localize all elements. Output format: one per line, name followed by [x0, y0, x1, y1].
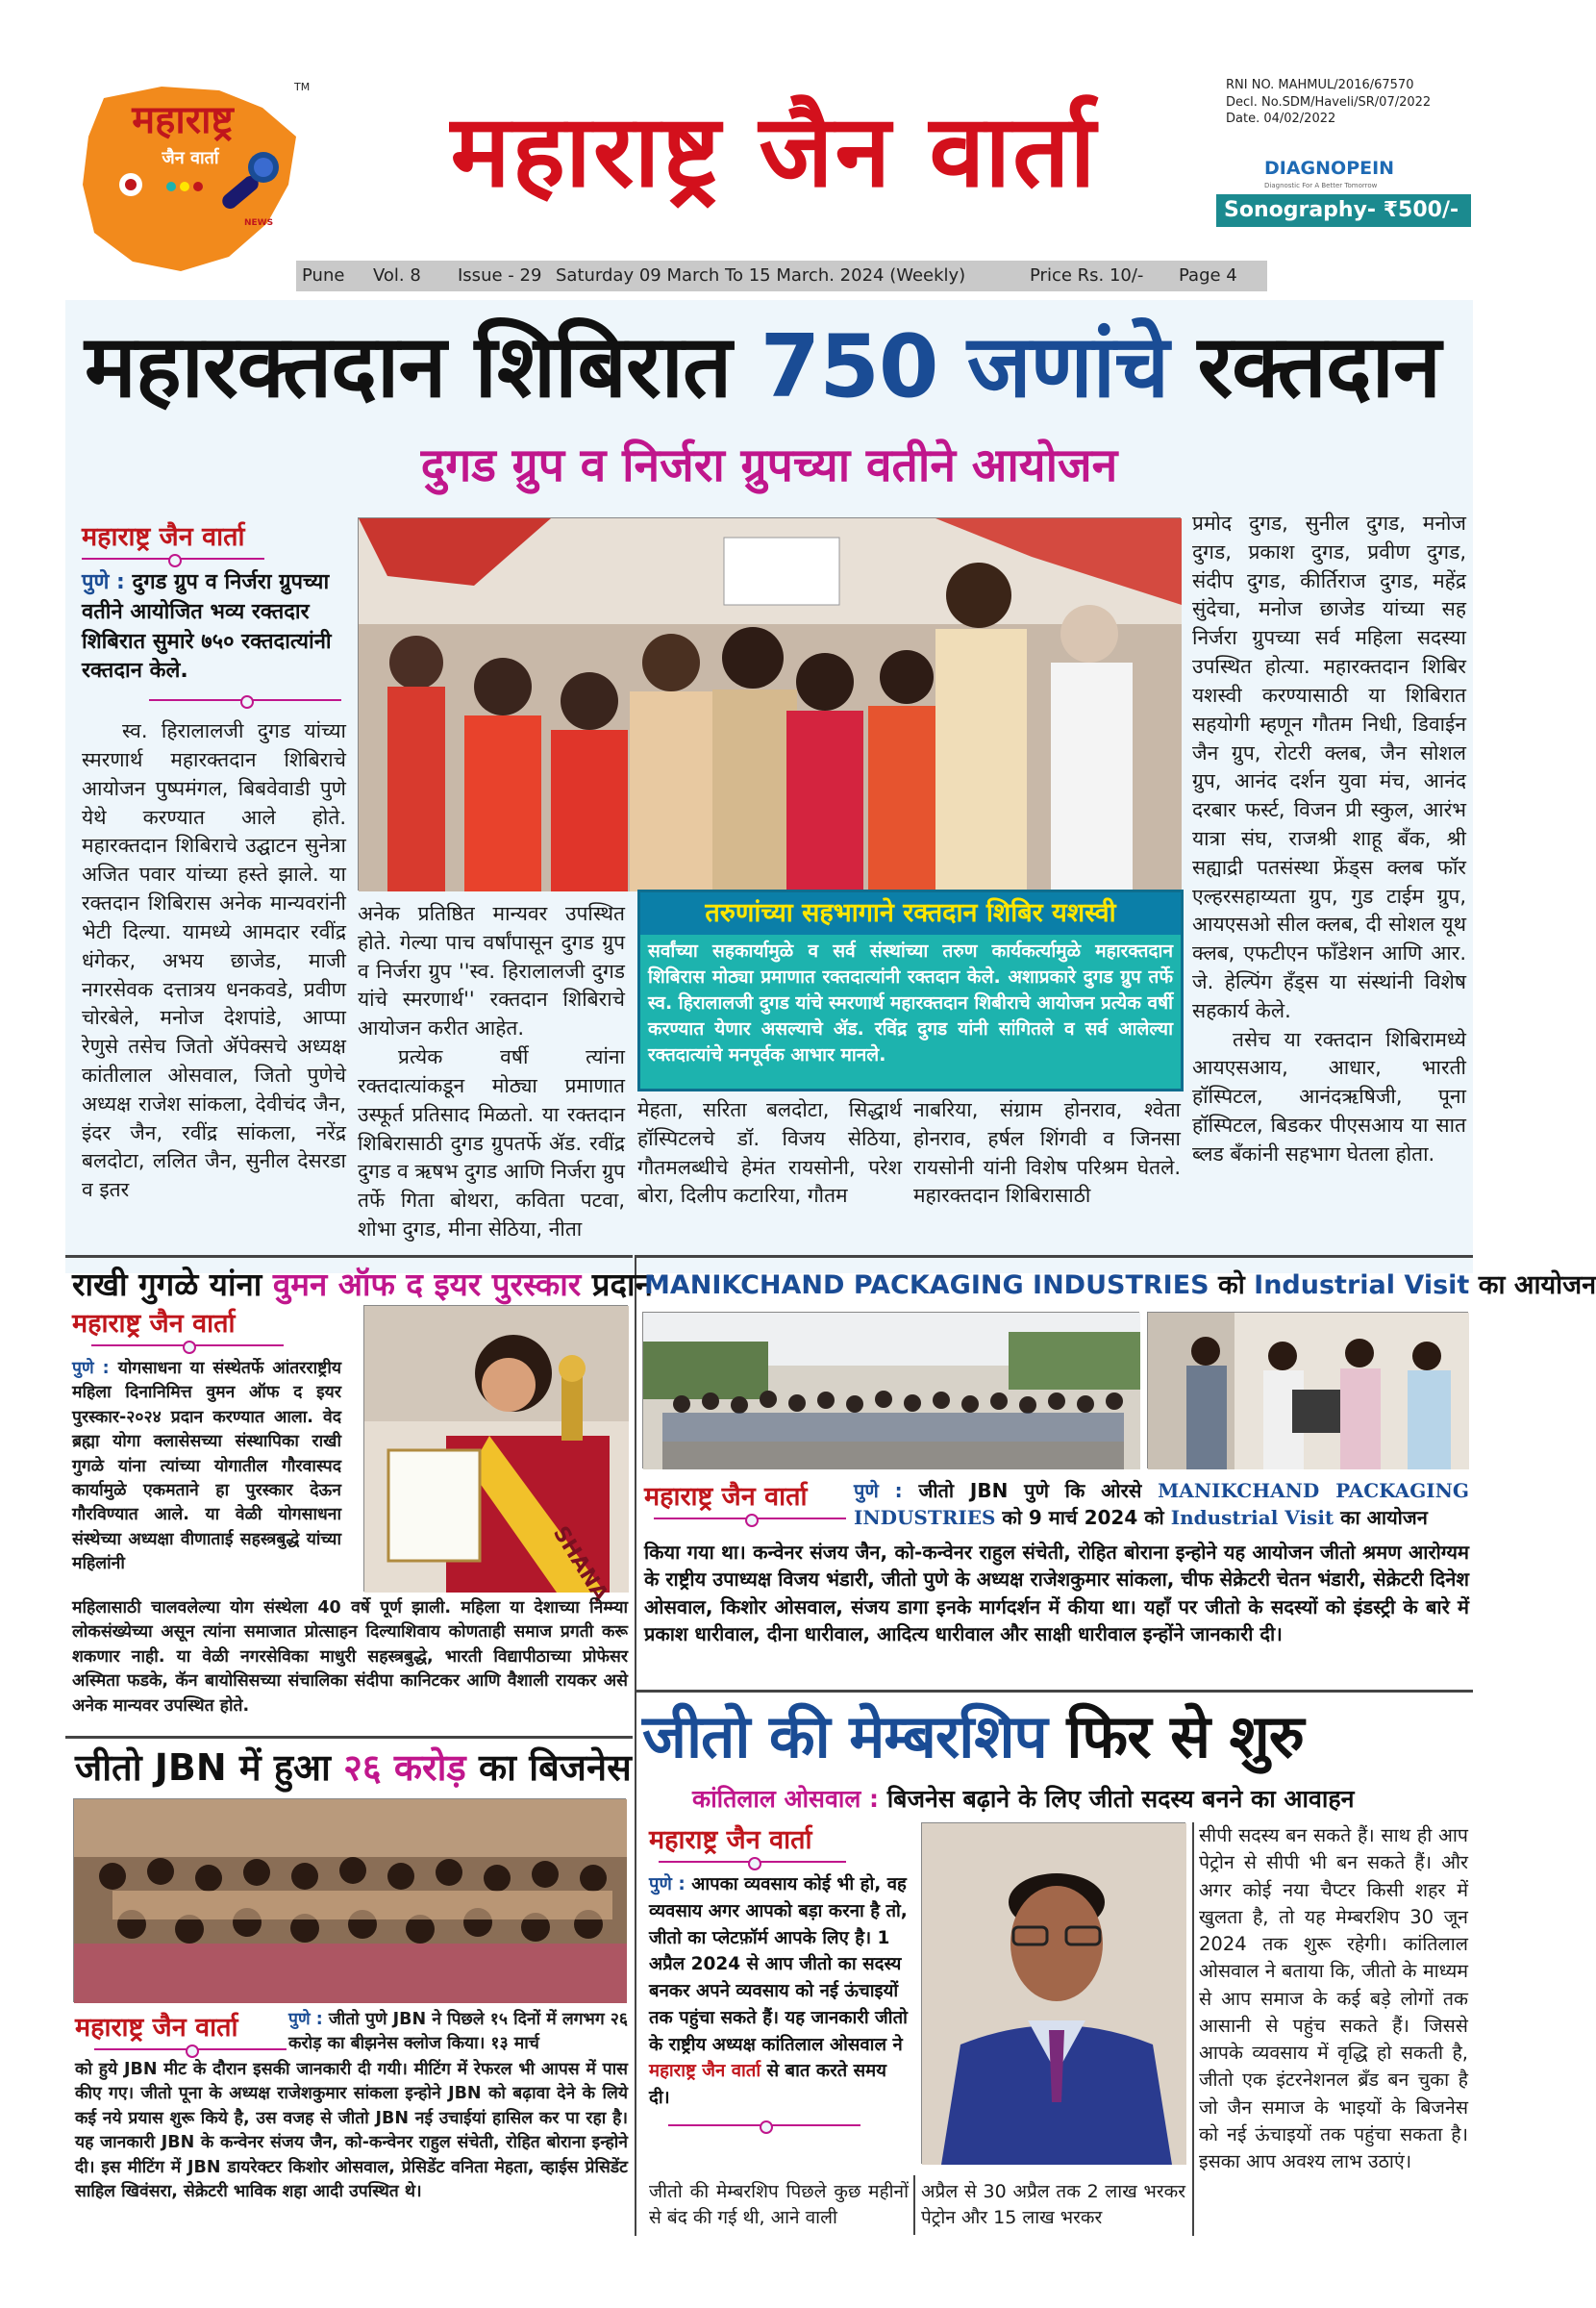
advert-brand: DIAGNOPEIN: [1264, 158, 1395, 179]
manikchand-byline-block: [644, 1477, 846, 1524]
dateline-place: पुणे :: [854, 1479, 903, 1502]
headline-part-1: जीतो JBN में हुआ: [75, 1746, 331, 1789]
intro-text: जीतो JBN पुणे कि ओरसे: [918, 1479, 1142, 1502]
main-col-3: मेहता, सरिता बलदोटा, सिद्धार्थ हॉस्पिटलचे डॉ. विजय सेठिया, गौतमलब्धीचे हेमंत रायसोनी, परेश बोरा, दिलीप कटारिया, गौतम: [637, 1098, 902, 1208]
main-col-1: [82, 517, 346, 1205]
rni-number: RNI NO. MAHMUL/2016/67570: [1226, 78, 1414, 92]
headline-part-3: Industrial Visit: [1254, 1270, 1470, 1300]
page-number: Page 4: [1179, 265, 1237, 286]
maharashtra-map-logo: [75, 79, 311, 281]
headline-part-3: प्रदान: [591, 1266, 653, 1303]
ornament-divider: [654, 1513, 846, 1524]
manikchand-headline: [644, 1266, 1596, 1301]
ornament-divider: [94, 2044, 287, 2055]
byline: महाराष्ट्र जैन वार्ता: [649, 1825, 812, 1855]
ornament-divider: [82, 553, 264, 564]
callout-body: सर्वांच्या सहकार्यामुळे व सर्व संस्थांच्या तरुण कार्यकर्त्यामुळे महारक्तदान शिबिरास मोठ्या प्रमाणात रक्तदात्यांनी रक्तदान केले. अशाप्रकारे दुगड ग्रुप तर्फे स्व. हिरालालजी दुगड यांचे स्मरणार्थ महारक्तदान शिबीराचे आयोजन प्रत्येक वर्षी करण्यात येणार असल्याचे ॲड. रविंद्र दुगड यांनी सांगितले व सर्व आलेल्या रक्तदात्यांचे मनपूर्वक आभार मानले.: [648, 941, 1173, 1066]
article-lead: [82, 568, 346, 687]
main-col-1-text: [82, 717, 346, 1205]
membership-lead: [649, 1871, 909, 2112]
paragraph: तसेच या रक्तदान शिबिरामध्ये आयएसआय, आधार, भारती हॉस्पिटल, आनंदऋषिजी, पूना हॉस्पिटल, बिडकर पीएसआय या सात ब्लड बँकांनी सहभाग घेतला होता.: [1192, 1027, 1466, 1166]
industrial-visit-group-photo: [642, 1312, 1139, 1468]
section-divider: [636, 1255, 1473, 1258]
issue-dates: Saturday 09 March To 15 March. 2024 (Weekly): [556, 265, 966, 286]
byline: महाराष्ट्र जैन वार्ता: [75, 2013, 238, 2043]
column-divider: [913, 2175, 915, 2235]
byline: महाराष्ट्र जैन वार्ता: [644, 1482, 808, 1512]
manikchand-text-body: किया गया था। कन्वेनर संजय जैन, को-कन्वेनर राहुल संचेती, रोहित बोराना इन्होने यह आयोजन जीतो श्रमण आरोग्यम के राष्ट्रीय उपाध्यक्ष विजय भंडारी, जीतो पुणे के अध्यक्ष राजेशकुमार सांकला, चीफ सेक्रेटरी चेतन भंडारी, सेक्रेटरी दिनेश ओसवाल, किशोर ओसवाल, संजय डागा इनके मार्गदर्शन में कीया था। यहाँ पर जीतो के सदस्यों को इंडस्ट्री के बारे में प्रकाश धारीवाल, दीना धारीवाल, आदित्य धारीवाल और साक्षी धारीवाल इन्होंने जानकारी दी।: [644, 1541, 1469, 1646]
callout-title: तरुणांच्या सहभागाने रक्तदान शिबिर यशस्वी: [640, 892, 1181, 935]
headline-part-1: MANIKCHAND PACKAGING INDUSTRIES: [644, 1270, 1209, 1300]
membership-col-left-bottom: जीतो की मेम्बरशिप पिछले कुछ महीनों से बंद की गई थी, आने वाली: [649, 2181, 909, 2228]
industrial-visit-felicitation-photo: [1147, 1312, 1468, 1468]
registration-info: [1226, 77, 1476, 128]
headline-part-2: को: [1218, 1270, 1245, 1300]
intro-text: का आयोजन: [1340, 1506, 1428, 1530]
paragraph: प्रमोद दुगड, सुनील दुगड, मनोज दुगड, प्रकाश दुगड, प्रवीण दुगड, संदीप दुगड, कीर्तिराज दुगड, महेंद्र सुंदेचा, मनोज छाजेड यांच्या सह निर्जरा ग्रुपच्या सर्व महिला सदस्या उपस्थित होत्या. महारक्तदान शिबिर यशस्वी करण्यासाठी या शिबिरात सहयोगी म्हणून गौतम निधी, डिवाईन जैन ग्रुप, रोटरी क्लब, जैन सोशल ग्रुप, आनंद दर्शन युवा मंच, आनंद दरबार फर्स्ट, विजन प्री स्कुल, आरंभ यात्रा संघ, राजश्री शाहू बँक, श्री सह्याद्री पतसंस्था फ्रेंड्स क्लब फॉर एल्हरसहाय्यता ग्रुप, गुड टाईम ग्रुप, आयएसओ सील क्लब, दी सोशल यूथ क्लब, एफटीएन फॉंडेशन आणि आर. जे. हेल्पिंग हँड्स या संस्थांनी विशेष सहकार्य केले.: [1192, 512, 1466, 1022]
dateline-place: पुणे :: [82, 570, 125, 594]
certificate: [388, 1450, 480, 1561]
issue-price: Price Rs. 10/-: [1030, 265, 1144, 286]
logo: [75, 79, 311, 281]
lead-text: दुगड ग्रुप व निर्जरा ग्रुपच्या वतीने आयोजित भव्य रक्तदार शिबिरात सुमारे ७५० रक्तदात्यांनी रक्तदान केले.: [82, 570, 332, 684]
membership-headline: [642, 1694, 1304, 1775]
logo-text-bottom: जैन वार्ता: [162, 148, 219, 168]
diagnostic-advert: [1216, 152, 1471, 231]
headline-part-4: का आयोजन: [1478, 1270, 1596, 1300]
headline-part-2: २६ करोड़: [343, 1746, 466, 1789]
section-divider: [65, 1736, 633, 1739]
paragraph: जीतो पुणे JBN ने पिछले १५ दिनों में लगभग २६ करोड़ का बीझनेस क्लोज किया। १३ मार्च: [288, 2010, 628, 2054]
declaration-number: Decl. No.SDM/Haveli/SR/07/2022: [1226, 94, 1432, 110]
intro-text: को 9 मार्च 2024 को: [1002, 1506, 1164, 1530]
main-headline: [85, 316, 1459, 417]
ornament-divider: [659, 1856, 846, 1868]
advert-offer: Sonography- ₹500/-: [1216, 194, 1471, 227]
membership-col-left: [649, 1820, 909, 2139]
ornament-divider: [91, 1340, 284, 1351]
kantilal-oswal-portrait: [921, 1822, 1185, 2164]
jbn-headline: [75, 1742, 632, 1792]
newspaper-title: महाराष्ट्र जैन वार्ता: [450, 92, 1098, 210]
award-col-top: [72, 1304, 341, 1576]
highlight-callout: [637, 890, 1184, 1091]
jbn-meeting-photo: [73, 1798, 626, 2002]
main-subheadline: दुगड ग्रुप व निर्जरा ग्रुपच्या वतीने आयोजन: [420, 439, 1118, 492]
news-label: NEWS: [244, 218, 274, 228]
issue-city: Pune: [302, 265, 345, 286]
ornament-divider: [668, 2120, 860, 2131]
membership-subheadline: [692, 1782, 1354, 1815]
byline: महाराष्ट्र जैन वार्ता: [82, 522, 245, 552]
column-divider: [635, 1255, 636, 2236]
lead-text: से बात करते समय दी।: [649, 2061, 886, 2108]
membership-col-mid-bottom: अप्रैल से 30 अप्रैल तक 2 लाख भरकर पेट्रोन और 15 लाख भरकर: [921, 2181, 1185, 2228]
trademark: TM: [294, 81, 311, 93]
membership-col-right: सीपी सदस्य बन सकते हैं। साथ ही आप पेट्रोन से सीपी भी बन सकते हैं। और अगर कोई नया चैप्टर किसी शहर में खुलता है, तो यह मेम्बरशिप 30 जून 2024 तक शुरू रहेगी। कांतिलाल ओसवाल ने बताया कि, जीतो के माध्यम से आप समाज के कई बड़े लोगों तक आसानी से पहुंच सकते हैं। जिससे आपके व्यवसाय में वृद्धि हो सकती है, जीतो एक इंटरनेशनल ब्रँड बन चुका है जो जैन समाज के भाइयों के बिजनेस को नई ऊंचाइयों तक पहुंचा सकता है। इसका आप अवश्य लाभ उठाएं।: [1199, 1824, 1468, 2173]
paragraph: अनेक प्रतिष्ठित मान्यवर उपस्थित होते. गेल्या पाच वर्षांपासून दुगड ग्रुप व निर्जरा ग्रुप ''स्व. हिरालालजी दुगड यांचे स्मरणार्थ'' रक्तदान शिबिराचे आयोजन करीत आहेत.: [358, 902, 625, 1041]
manikchand-text-intro: [854, 1477, 1469, 1532]
main-col-2: [358, 900, 625, 1244]
jbn-text-body: को हुये JBN मीट के दौरान इसकी जानकारी दी गयी। मीटिंग में रेफरल भी आपस में पास कीए गए। जीतो पूना के अध्यक्ष राजेशकुमार सांकला इन्होने JBN को बढ़ावा देने के लिये कई नये प्रयास शुरू किये है, उस वजह से जीतो JBN नई उचाईयां हासिल कर पा रहा है। यह जानकारी JBN के कन्वेनर संजय जैन, को-कन्वेनर राहुल संचेती, रोहित बोराना इन्होने दी। इस मीटिंग में JBN डायरेक्टर किशोर ओसवाल, प्रेसिडेंट वनिता मेहता, व्हाईस प्रेसिडेंट साहिल खिवंसरा, सेक्रेटरी भाविक शहा आदी उपस्थित थे।: [75, 2060, 628, 2201]
subheadline-text: बिजनेस बढ़ाने के लिए जीतो सदस्य बनने का आवाहन: [886, 1785, 1355, 1813]
column-divider: [1192, 1822, 1194, 2236]
lead-text: आपका व्यवसाय कोई भी हो, वह व्यवसाय अगर आपको बड़ा करना है तो, जीतो का प्लेटफ़ॉर्म आपके लिए है। 1 अप्रैल 2024 से आप जीतो का सदस्य बनकर अपने व्यवसाय को नई ऊंचाइयों तक पहुंचा सकते हैं। यह जानकारी जीतो के राष्ट्रीय अध्यक्ष कांतिलाल ओसवाल ने: [649, 1874, 908, 2055]
dateline-place: पुणे :: [288, 2010, 323, 2029]
logo-text-top: महाराष्ट्र: [132, 98, 234, 142]
paragraph: प्रत्येक वर्षी त्यांना रक्तदात्यांकडून मोठ्या प्रमाणात उस्फूर्त प्रतिसाद मिळतो. या रक्तदान शिबिरासाठी दुगड ग्रुपतर्फे ॲड. रवींद्र दुगड व ऋषभ दुगड आणि निर्जरा ग्रुप तर्फे गिता बोथरा, कविता पटवा, शोभा दुगड, मीना सेठिया, नीता: [358, 1045, 625, 1241]
headline-part-2: वुमन ऑफ द इयर पुरस्कार: [272, 1266, 582, 1303]
jbn-text-intro: [288, 2008, 628, 2057]
issue-volume: Vol. 8: [373, 265, 421, 286]
quote-speaker: कांतिलाल ओसवाल :: [692, 1785, 879, 1813]
headline-part-2: फिर से शुरु: [1066, 1701, 1304, 1771]
paragraph: योगसाधना या संस्थेतर्फे आंतरराष्ट्रीय महिला दिनानिमित्त वुमन ऑफ द इयर पुरस्कार-२०२४ प्रदान करण्यात आला. वेद ब्रह्मा योगा क्लासेसच्या संस्थापिका राखी गुगळे यांना त्यांच्या योगातील गौरवास्पद कार्यामुळे एकमताने हा पुरस्कार देऊन गौरविण्यात आले. या वेळी योगसाधना संस्थेच्या अध्यक्षा वीणाताई सहस्त्रबुद्धे यांच्या महिलांनी: [72, 1359, 342, 1573]
masthead: [0, 0, 1538, 298]
headline-part-2: 750 जणांचे: [760, 316, 1169, 417]
issue-number: Issue - 29: [458, 265, 542, 286]
ornament-divider: [149, 694, 341, 706]
byline: महाराष्ट्र जैन वार्ता: [72, 1309, 236, 1339]
headline-part-1: जीतो की मेम्बरशिप: [642, 1701, 1047, 1771]
award-winner-photo: [363, 1305, 628, 1606]
headline-part-1: महारक्तदान शिबिरात: [85, 316, 732, 417]
dateline-place: पुणे :: [72, 1359, 110, 1378]
issue-info-bar: [296, 261, 1267, 291]
dateline-place: पुणे :: [649, 1874, 686, 1894]
sash-text: SHANA: [547, 1521, 613, 1606]
section-divider: [636, 1690, 1473, 1693]
advert-tagline: Diagnostic For A Better Tomorrow: [1264, 182, 1378, 189]
award-text-top: [72, 1357, 341, 1576]
headline-part-1: राखी गुगळे यांना: [72, 1266, 262, 1303]
headline-part-3: रक्तदान: [1197, 316, 1440, 417]
newspaper-mention: महाराष्ट्र जैन वार्ता: [649, 2061, 761, 2082]
blood-donation-group-photo: [358, 517, 1181, 891]
main-col-4: नाबरिया, संग्राम होनराव, श्वेता होनराव, हर्षल शिंगवी व जिनसा रायसोनी यांनी विशेष परिश्रम घेतले. महारक्तदान शिबिरासाठी: [913, 1098, 1181, 1208]
paragraph: स्व. हिरालालजी दुगड यांच्या स्मरणार्थ महारक्तदान शिबिराचे आयोजन पुष्पमंगल, बिबवेवाडी पुणे येथे करण्यात आले होते. महारक्तदान शिबिराचे उद्घाटन सुनेत्रा अजित पवार यांच्या हस्ते झाले. या रक्तदान शिबिरास अनेक मान्यवरांनी भेटी दिल्या. यामध्ये आमदार रवींद्र धंगेकर, अभय छाजेड, माजी नगरसेवक दत्तात्रय धनकवडे, प्रवीण चोरबेले, मनोज देशपांडे, आप्पा रेणुसे तसेच जितो ॲपेक्सचे अध्यक्ष कांतीलाल ओसवाल, जितो पुणेचे अध्यक्ष राजेश सांकला, देवीचंद जैन, इंदर जैन, रवींद्र सांकला, नरेंद्र बलदोटा, ललित जैन, सुनील देसरडा व इतर: [82, 719, 346, 1202]
award-text-bottom: महिलासाठी चालवलेल्या योग संस्थेला 40 वर्षे पूर्ण झाली. महिला या देशाच्या निम्म्या लोकसंख्येच्या असून त्यांना समाजात प्रोत्साहन दिल्याशिवाय कोणताही समाज प्रगती करू शकणार नाही. या वेळी नगरसेविका माधुरी सहस्त्रबुद्धे, भारती विद्यापीठाच्या प्रोफेसर अस्मिता फडके, कॅन बायोसिसच्या संचालिका संदीपा कानिटकर आणि वैशाली रायकर असे अनेक मान्यवर उपस्थित होते.: [72, 1598, 628, 1716]
section-divider: [65, 1255, 633, 1258]
jbn-byline-block: [75, 2008, 287, 2055]
visit-label: Industrial Visit: [1170, 1506, 1334, 1530]
registration-date: Date. 04/02/2022: [1226, 112, 1336, 127]
company-name: MANIKCHAND PACKAGING INDUSTRIES: [854, 1479, 1469, 1530]
award-headline: [72, 1262, 653, 1305]
main-col-5: [1192, 510, 1466, 1169]
headline-part-3: का बिजनेस: [479, 1746, 632, 1789]
